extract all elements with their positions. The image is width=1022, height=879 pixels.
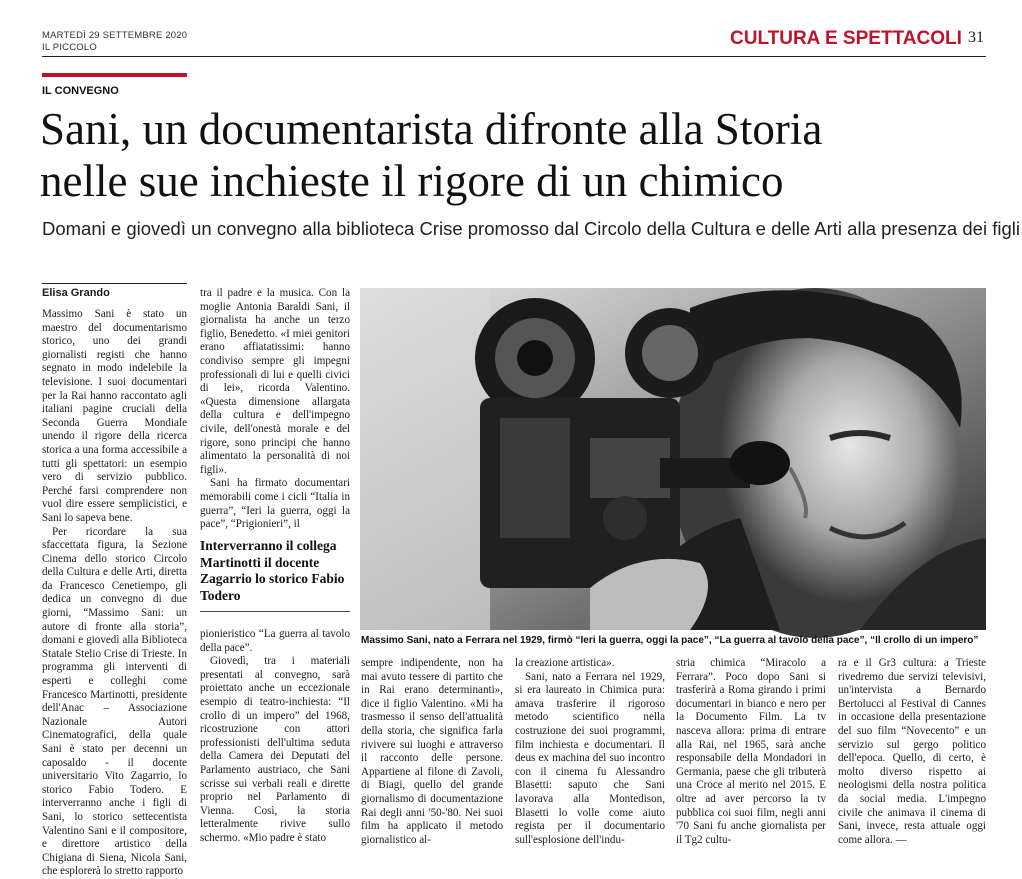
- article-column-3: [361, 657, 503, 846]
- paragraph: Giovedì, tra i materiali presentati al convegno, sarà proiettato anche un eccezionale esempio di teatro-inchiesta: “Il crollo di un impero” del 1968, ricostruzione con attori professionisti dell'ultima seduta della Camera dei Deputati del Parlamento austriaco, che Sani scrisse sui verbali reali e dirette proprio nel Parlamento di Vienna. Così, la storia letteralmente rivive sullo schermo. «Mio padre è stato: [200, 655, 350, 844]
- paragraph: la creazione artistica».: [515, 657, 615, 669]
- paragraph: pionieristico “La guerra al tavolo della pace”.: [200, 628, 350, 654]
- paragraph: stria chimica “Miracolo a Ferrara”. Poco dopo Sani si trasferirà a Roma girando i primi documentari in bianco e nero per la Documento Film. La tv nasceva allora: prima di entrare alla Rai, nel 1965, sarà anche responsabile della Mondadori in Germania, paese che gli tributerà una Croce al merito nel 2015. E oltre ad aver percorso la tv pubblica coi suoi film, negli anni '70 Sani fu anche giornalista per il Tg2 cultu-: [676, 657, 826, 846]
- article-column-5: [676, 657, 826, 846]
- paragraph: ra e il Gr3 cultura: a Trieste rivedremo due servizi televisivi, un'intervista a Bernardo Bertolucci al Festival di Cannes in occasione della presentazione del suo film “Novecento” e un servizio sul gergo politico dell'epoca. Quello, di certo, è molto diverso rispetto ai neologismi della nostra politica da social media. L'impegno civile che animava il cinema di Sani, invece, resta attuale oggi come allora. —: [838, 657, 986, 846]
- pull-quote: Interverranno il collega Martinotti il docente Zagarrio lo storico Fabio Todero: [200, 538, 345, 603]
- issue-date-text: MARTEDÌ 29 SETTEMBRE 2020: [42, 30, 188, 41]
- header-divider: [42, 56, 986, 57]
- paragraph: Massimo Sani è stato un maestro del documentarismo storico, uno dei grandi giornalisti registi che hanno segnato in modo indelebile la televisione. I suoi documentari per la Rai hanno raccontato agli italiani pagine cruciali della Seconda Guerra Mondiale unendo il rigore della ricerca storica a una forma accessibile a tutti gli spettatori: un esempio vero di servizio pubblico. Perché farsi comprendere non vuol dire essere semplicistici, e Sani lo sapeva bene.: [42, 308, 187, 524]
- article-photo: [360, 288, 986, 630]
- article-column-2-top: [200, 287, 350, 531]
- headline-line-2: nelle sue inchieste il rigore di un chimico: [40, 156, 784, 206]
- newspaper-name: IL PICCOLO: [42, 42, 97, 53]
- paragraph: Sani ha firmato documentari memorabili come i cicli “Italia in guerra”, “Ieri la guerra, oggi la pace”, “Prigionieri”, il: [200, 477, 350, 531]
- headline: [40, 103, 1000, 207]
- headline-line-1: Sani, un documentarista difronte alla Storia: [40, 104, 823, 154]
- article-column-2-bottom: [200, 628, 350, 844]
- issue-date: [42, 30, 187, 54]
- photo-caption: Massimo Sani, nato a Ferrara nel 1929, firmò “Ieri la guerra, oggi la pace”, “La guerra al tavolo della pace”, “Il crollo di un impero”: [361, 635, 979, 646]
- kicker: IL CONVEGNO: [42, 85, 119, 97]
- page-number: 31: [968, 29, 984, 46]
- article-column-1: [42, 308, 187, 878]
- byline-divider: [42, 283, 187, 284]
- byline: Elisa Grando: [42, 287, 110, 299]
- paragraph: Per ricordare la sua sfaccettata figura, la Sezione Cinema dello storico Circolo della Cultura e delle Arti, diretta da Francesco Cenetiempo, gli dedica un convegno di due giorni, “Massimo Sani: un autore di fronte alla storia”, domani e giovedì alla Biblioteca Statale Stelio Crise di Trieste. In programma gli interventi di esperti e colleghi come Francesco Martinotti, presidente dell'Anac – Associazione Nazionale Autori Cinematografici, della quale Sani è stato per decenni un caposaldo - il docente universitario Vito Zagarrio, lo storico Fabio Todero. E interverranno anche i figli di Sani, lo storico settecentista Valentino Sani e il compositore, e direttore artistico della Chigiana di Siena, Nicola Sani, che esplorerà lo stretto rapporto: [42, 525, 187, 878]
- pull-quote-divider: [200, 611, 350, 612]
- paragraph: Sani, nato a Ferrara nel 1929, si era laureato in Chimica pura: amava trasferire il rigoroso metodo scientifico nella costruzione dei suoi programmi, film inchiesta e documentari. Il deus ex machina del suo incontro con il cinema fu Alessandro Blasetti: saputo che Sani lavorava alla Montedison, Blasetti lo volle come aiuto regista per il documentario sull'esplosione dell'indu-: [515, 670, 665, 846]
- section-title: CULTURA E SPETTACOLI: [730, 28, 962, 49]
- kicker-bar: [42, 73, 187, 77]
- paragraph: tra il padre e la musica. Con la moglie Antonia Baraldi Sani, il giornalista ha anche un terzo figlio, Benedetto. «I miei genitori erano affiatatissimi: hanno condiviso sempre gli impegni professionali di lui e quelli civici di lei», ricorda Valentino. «Questa dimensione allargata della cultura e dell'impegno civile, dell'onestà morale e del rigore, sono principi che hanno alimentato la personalità di noi figli».: [200, 287, 350, 476]
- paragraph: sempre indipendente, non ha mai avuto tessere di partito che in Rai erano determinanti», dice il figlio Valentino. «Mi ha trasmesso il senso dell'attualità della storia, che significa farla rivivere sui luoghi e attraverso il racconto delle persone. Appartiene al filone di Zavoli, di Biagi, quello del grande giornalismo di documentazione Rai degli anni '50-'80. Nei suoi film ha applicato il metodo giornalistico al-: [361, 657, 503, 846]
- subheadline: Domani e giovedì un convegno alla biblioteca Crise promosso dal Circolo della Cultura e delle Arti alla presenza dei figli: [42, 218, 1020, 239]
- article-column-6: [838, 657, 986, 846]
- photo-illustration: [360, 288, 986, 630]
- article-column-4: [515, 657, 665, 846]
